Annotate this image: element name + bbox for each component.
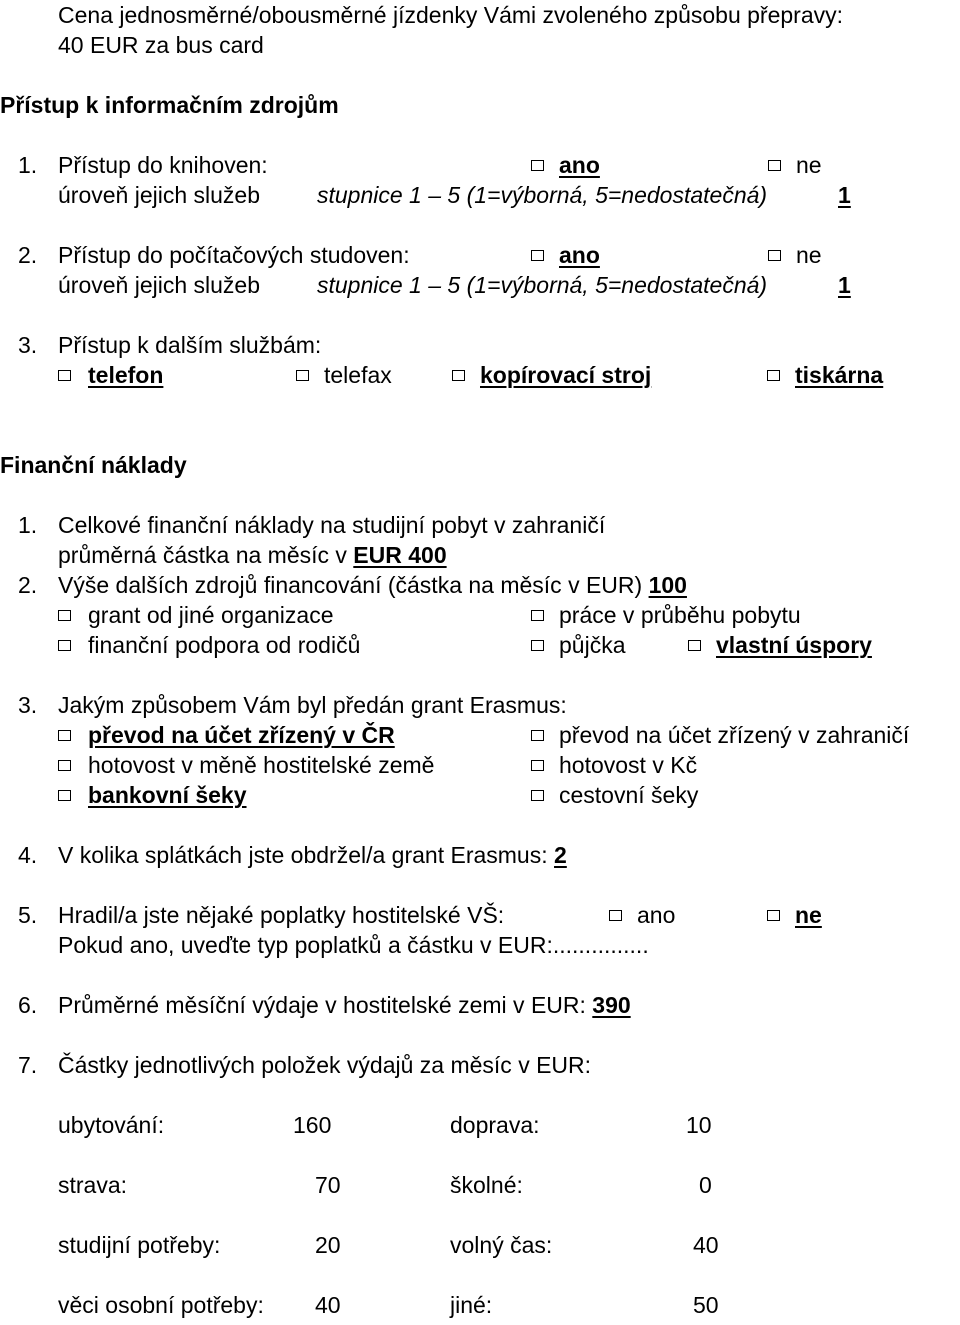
own-savings-label: vlastní úspory [716, 632, 872, 658]
other-funding-line [58, 570, 687, 600]
q2-number: 2. [18, 242, 38, 268]
expense-right-value: 10 [686, 1112, 712, 1138]
library-access-label: Přístup do knihoven: [58, 152, 268, 178]
cash-czk-label: hotovost v Kč [559, 752, 698, 778]
f4-number: 4. [18, 842, 38, 868]
other-org-grant-checkbox[interactable] [58, 610, 71, 621]
monthly-expenses-line [58, 990, 631, 1020]
expense-left-label: studijní potřeby: [58, 1232, 221, 1258]
computer-room-no-label: ne [796, 242, 822, 268]
library-rating: 1 [838, 182, 851, 208]
host-fees-no-label: ne [795, 902, 822, 928]
host-fees-label: Hradil/a jste nějaké poplatky hostitelské VŠ: [58, 902, 505, 928]
expense-right-label: volný čas: [450, 1232, 553, 1258]
parents-support-checkbox[interactable] [58, 640, 71, 651]
loan-label: půjčka [559, 632, 626, 658]
fare-price-line: Cena jednosměrné/obousměrné jízdenky Vámi zvoleného způsobu přepravy: [58, 2, 844, 28]
expense-left-value: 160 [293, 1112, 332, 1138]
fare-price-value: 40 EUR za bus card [58, 32, 264, 58]
avg-monthly-line [58, 540, 447, 570]
installments-label: V kolika splátkách jste obdržel/a grant Erasmus: [58, 842, 548, 868]
expense-left-value: 40 [315, 1292, 341, 1318]
q1-number: 1. [18, 152, 38, 178]
loan-checkbox[interactable] [531, 640, 544, 651]
library-level-label: úroveň jejich služeb [58, 182, 261, 208]
finance-heading: Finanční náklady [0, 452, 187, 478]
f7-number: 7. [18, 1052, 38, 1078]
f2-number: 2. [18, 572, 38, 598]
library-yes-label: ano [559, 152, 600, 178]
parents-support-label: finanční podpora od rodičů [88, 632, 361, 658]
computer-room-yes-checkbox[interactable] [531, 250, 544, 261]
telefax-checkbox[interactable] [296, 370, 309, 381]
telephone-checkbox[interactable] [58, 370, 71, 381]
f6-number: 6. [18, 992, 38, 1018]
own-savings-checkbox[interactable] [688, 640, 701, 651]
monthly-expenses-label: Průměrné měsíční výdaje v hostitelské zemi v EUR: [58, 992, 586, 1018]
travel-checks-label: cestovní šeky [559, 782, 699, 808]
info-resources-heading: Přístup k informačním zdrojům [0, 92, 339, 118]
telefax-label: telefax [324, 362, 392, 388]
computer-room-yes-label: ano [559, 242, 600, 268]
library-no-checkbox[interactable] [768, 160, 781, 171]
computer-room-access-label: Přístup do počítačových studoven: [58, 242, 410, 268]
avg-monthly-value: EUR 400 [353, 542, 447, 568]
grant-transfer-label: Jakým způsobem Vám byl předán grant Erasmus: [58, 692, 567, 718]
other-org-grant-label: grant od jiné organizace [88, 602, 334, 628]
other-funding-label: Výše dalších zdrojů financování (částka na měsíc v EUR) [58, 572, 643, 598]
work-during-stay-checkbox[interactable] [531, 610, 544, 621]
host-fees-no-checkbox[interactable] [767, 910, 780, 921]
library-scale: stupnice 1 – 5 (1=výborná, 5=nedostatečná) [317, 182, 768, 208]
transfer-abroad-checkbox[interactable] [531, 730, 544, 741]
expense-left-value: 20 [315, 1232, 341, 1258]
travel-checks-checkbox[interactable] [531, 790, 544, 801]
expense-right-value: 0 [699, 1172, 712, 1198]
computer-room-rating: 1 [838, 272, 851, 298]
expense-left-value: 70 [315, 1172, 341, 1198]
host-fees-detail: Pokud ano, uveďte typ poplatků a částku v EUR:............... [58, 932, 649, 958]
library-yes-checkbox[interactable] [531, 160, 544, 171]
q3-number: 3. [18, 332, 38, 358]
bank-checks-checkbox[interactable] [58, 790, 71, 801]
total-costs-label: Celkové finanční náklady na studijní pobyt v zahraničí [58, 512, 606, 538]
computer-room-no-checkbox[interactable] [768, 250, 781, 261]
expense-right-label: školné: [450, 1172, 523, 1198]
cash-czk-checkbox[interactable] [531, 760, 544, 771]
installments-value: 2 [554, 842, 567, 868]
f5-number: 5. [18, 902, 38, 928]
f1-number: 1. [18, 512, 38, 538]
computer-room-scale: stupnice 1 – 5 (1=výborná, 5=nedostatečná) [317, 272, 768, 298]
expense-right-label: jiné: [450, 1292, 493, 1318]
avg-monthly-label: průměrná částka na měsíc v [58, 542, 347, 568]
monthly-expenses-value: 390 [592, 992, 631, 1018]
telephone-label: telefon [88, 362, 164, 388]
printer-label: tiskárna [795, 362, 884, 388]
expense-items-label: Částky jednotlivých položek výdajů za měsíc v EUR: [58, 1052, 592, 1078]
copier-checkbox[interactable] [452, 370, 465, 381]
printer-checkbox[interactable] [767, 370, 780, 381]
expense-left-label: strava: [58, 1172, 128, 1198]
expense-right-value: 50 [693, 1292, 719, 1318]
host-fees-yes-label: ano [637, 902, 676, 928]
installments-line [58, 840, 567, 870]
library-no-label: ne [796, 152, 822, 178]
expense-left-label: věci osobní potřeby: [58, 1292, 264, 1318]
host-fees-yes-checkbox[interactable] [609, 910, 622, 921]
expense-right-value: 40 [693, 1232, 719, 1258]
cash-host-currency-checkbox[interactable] [58, 760, 71, 771]
computer-room-level-label: úroveň jejich služeb [58, 272, 261, 298]
cash-host-currency-label: hotovost v měně hostitelské země [88, 752, 435, 778]
other-services-label: Přístup k dalším službám: [58, 332, 322, 358]
f3-number: 3. [18, 692, 38, 718]
transfer-cz-checkbox[interactable] [58, 730, 71, 741]
other-funding-value: 100 [648, 572, 687, 598]
transfer-abroad-label: převod na účet zřízený v zahraničí [559, 722, 910, 748]
expense-left-label: ubytování: [58, 1112, 165, 1138]
transfer-cz-label: převod na účet zřízený v ČR [88, 722, 395, 748]
bank-checks-label: bankovní šeky [88, 782, 247, 808]
copier-label: kopírovací stroj [480, 362, 652, 388]
expense-right-label: doprava: [450, 1112, 540, 1138]
work-during-stay-label: práce v průběhu pobytu [559, 602, 801, 628]
